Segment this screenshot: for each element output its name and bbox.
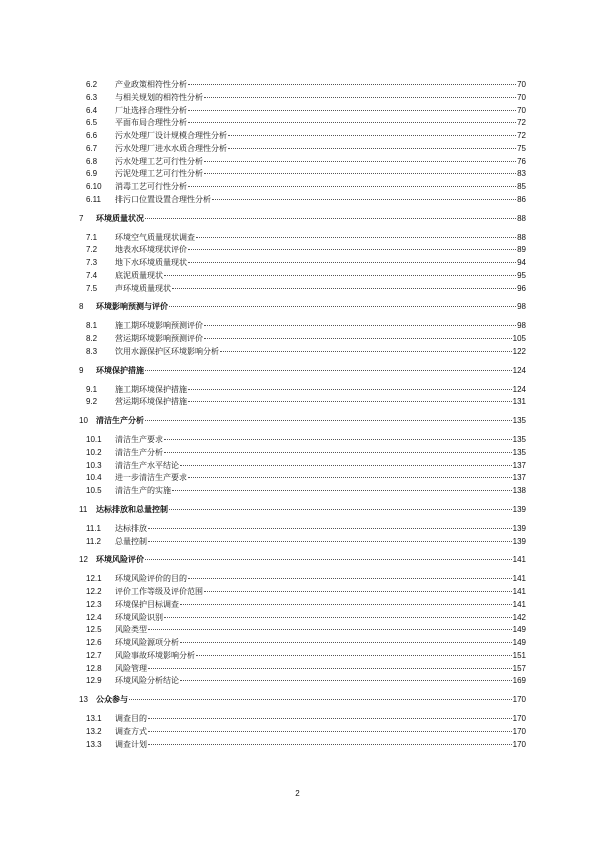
toc-entry-line: [115, 663, 526, 676]
toc-entry-title: 总量控制: [115, 536, 147, 546]
toc-entry-number: 12.4: [86, 612, 102, 622]
toc-section-entry[interactable]: [0, 536, 595, 549]
toc-entry-number: 13: [79, 695, 88, 704]
toc-entry-number: 6.4: [86, 105, 98, 115]
toc-entry-line: [115, 675, 526, 688]
toc-entry-page: 151: [512, 650, 526, 660]
dot-leader: [188, 577, 512, 579]
toc-entry-number: 11: [79, 504, 88, 514]
toc-entry-line: [115, 270, 526, 283]
toc-entry-line: [115, 434, 526, 447]
toc-entry-number: 10.3: [86, 460, 102, 470]
toc-entry-page: 89: [517, 245, 526, 255]
toc-section-entry[interactable]: [0, 333, 595, 346]
toc-entry-number: 10.2: [86, 447, 102, 457]
toc-entry-line: [115, 92, 526, 105]
toc-entry-line: [115, 105, 526, 118]
toc-entry-page: 141: [512, 555, 526, 565]
toc-entry-line: [115, 523, 526, 536]
dot-leader: [145, 558, 512, 560]
toc-entry-number: 12.5: [86, 625, 102, 635]
dot-leader: [148, 527, 512, 529]
toc-entry-number: 7.2: [86, 245, 98, 255]
dot-leader: [204, 590, 512, 592]
toc-entry-page: 131: [512, 397, 526, 407]
dot-leader: [172, 489, 512, 491]
toc-section-entry[interactable]: [0, 130, 595, 143]
dot-leader: [145, 419, 512, 421]
toc-entry-line: [115, 320, 526, 333]
toc-entry-page: 76: [517, 156, 526, 166]
toc-entry-page: 170: [512, 695, 526, 704]
toc-entry-page: 149: [512, 638, 526, 647]
toc-section-entry[interactable]: [0, 320, 595, 333]
toc-entry-page: 137: [512, 473, 526, 483]
dot-leader: [188, 185, 516, 187]
toc-section-entry[interactable]: [0, 244, 595, 257]
toc-entry-line: [96, 365, 526, 378]
toc-entry-line: [115, 168, 526, 181]
toc-entry-page: 135: [512, 447, 526, 457]
toc-entry-number: 9.2: [86, 397, 98, 407]
toc-section-entry[interactable]: [0, 105, 595, 118]
dot-leader: [164, 451, 512, 453]
toc-entry-line: [115, 485, 526, 498]
toc-section-entry[interactable]: [0, 599, 595, 612]
toc-entry-number: 10: [79, 416, 88, 425]
toc-entry-number: 9: [79, 365, 84, 375]
toc-entry-number: 6.8: [86, 156, 98, 166]
dot-leader: [180, 679, 512, 681]
toc-entry-page: 139: [512, 536, 526, 546]
dot-leader: [180, 464, 512, 466]
toc-section-entry[interactable]: [0, 586, 595, 599]
toc-entry-line: [96, 504, 526, 517]
toc-entry-title: 地表水环境现状评价: [115, 245, 187, 255]
toc-entry-page: 170: [512, 739, 526, 749]
toc-entry-page: 149: [512, 625, 526, 635]
toc-section-entry[interactable]: [0, 143, 595, 156]
toc-entry-page: 88: [517, 232, 526, 242]
toc-entry-line: [115, 117, 526, 130]
dot-leader: [148, 667, 512, 669]
toc-entry-line: [115, 257, 526, 270]
dot-leader: [145, 217, 516, 219]
toc-entry-title: 与相关规划的相符性分析: [115, 92, 203, 102]
dot-leader: [148, 743, 512, 745]
dot-leader: [188, 261, 516, 263]
toc-section-entry[interactable]: [0, 460, 595, 473]
toc-entry-number: 10.5: [86, 486, 102, 495]
toc-entry-title: 排污口位置设置合理性分析: [115, 194, 211, 204]
toc-section-entry[interactable]: [0, 270, 595, 283]
toc-entry-line: [115, 130, 526, 143]
toc-entry-title: 调查计划: [115, 739, 147, 749]
toc-entry-number: 6.3: [86, 92, 98, 102]
toc-section-entry[interactable]: [0, 384, 595, 397]
dot-leader: [204, 160, 516, 162]
toc-chapter-entry[interactable]: [0, 365, 595, 378]
toc-entry-number: 6.10: [86, 182, 102, 191]
dot-leader: [145, 369, 512, 371]
toc-section-entry[interactable]: [0, 624, 595, 637]
toc-entry-title: 营运期环境保护措施: [115, 397, 187, 407]
toc-entry-line: [96, 415, 526, 428]
toc-entry-title: 环境保护措施: [96, 365, 144, 375]
dot-leader: [188, 400, 512, 402]
toc-entry-title: 声环境质量现状: [115, 283, 171, 293]
toc-entry-number: 13.3: [86, 739, 102, 749]
toc-entry-page: 122: [512, 346, 526, 356]
toc-entry-page: 88: [517, 213, 526, 223]
toc-entry-page: 141: [512, 599, 526, 609]
toc-entry-page: 75: [517, 143, 526, 153]
toc-section-entry[interactable]: [0, 257, 595, 270]
toc-entry-title: 清洁生产要求: [115, 435, 163, 444]
toc-entry-title: 环境空气质量现状调查: [115, 232, 195, 242]
toc-entry-number: 12.1: [86, 574, 102, 584]
toc-section-entry[interactable]: [0, 346, 595, 359]
toc-entry-number: 13.2: [86, 726, 102, 736]
toc-section-entry[interactable]: [0, 194, 595, 207]
toc-entry-title: 达标排放: [115, 523, 147, 533]
toc-entry-number: 12.9: [86, 676, 102, 686]
dot-leader: [204, 96, 516, 98]
toc-entry-line: [115, 472, 526, 485]
toc-entry-title: 底泥质量现状: [115, 270, 163, 280]
toc-section-entry[interactable]: [0, 79, 595, 92]
dot-leader: [129, 698, 512, 700]
toc-entry-title: 调查目的: [115, 714, 147, 723]
toc-entry-line: [115, 739, 526, 752]
toc-entry-line: [115, 637, 526, 650]
toc-section-entry[interactable]: [0, 713, 595, 726]
toc-entry-page: 124: [512, 365, 526, 375]
toc-section-entry[interactable]: [0, 396, 595, 409]
toc-entry-title: 进一步清洁生产要求: [115, 473, 187, 483]
toc-entry-title: 消毒工艺可行性分析: [115, 182, 187, 191]
toc-entry-page: 96: [517, 283, 526, 293]
toc-entry-page: 94: [517, 258, 526, 267]
dot-leader: [148, 628, 512, 630]
dot-leader: [204, 324, 516, 326]
toc-section-entry[interactable]: [0, 181, 595, 194]
toc-entry-title: 风险事故环境影响分析: [115, 650, 195, 660]
toc-entry-number: 10.1: [86, 435, 102, 444]
toc-section-entry[interactable]: [0, 612, 595, 625]
toc-entry-page: 83: [517, 169, 526, 179]
dot-leader: [212, 198, 516, 200]
page-number: 2: [295, 789, 300, 798]
toc-entry-number: 6.11: [86, 194, 101, 204]
toc-entry-page: 98: [517, 321, 526, 331]
toc-entry-number: 11.1: [86, 523, 101, 533]
toc-entry-number: 9.1: [86, 384, 98, 394]
toc-entry-title: 清洁生产的实施: [115, 486, 171, 495]
toc-entry-title: 营运期环境影响预测评价: [115, 334, 203, 343]
toc-section-entry[interactable]: [0, 472, 595, 485]
toc-entry-number: 7: [79, 213, 84, 223]
toc-section-entry[interactable]: [0, 573, 595, 586]
toc-section-entry[interactable]: [0, 675, 595, 688]
toc-entry-line: [115, 650, 526, 663]
toc-entry-title: 清洁生产分析: [115, 447, 163, 457]
toc-entry-number: 8.2: [86, 334, 98, 343]
toc-entry-page: 70: [517, 80, 526, 89]
toc-entry-line: [115, 612, 526, 625]
toc-entry-line: [115, 586, 526, 599]
toc-entry-number: 11.2: [86, 536, 101, 546]
toc-entry-title: 风险类型: [115, 625, 147, 635]
toc-entry-title: 污水处理工艺可行性分析: [115, 156, 203, 166]
toc-entry-title: 环境影响预测与评价: [96, 302, 168, 312]
dot-leader: [220, 350, 512, 352]
dot-leader: [169, 305, 516, 307]
toc-entry-line: [115, 599, 526, 612]
toc-section-entry[interactable]: [0, 434, 595, 447]
toc-section-entry[interactable]: [0, 739, 595, 752]
toc-entry-number: 13.1: [86, 714, 102, 723]
toc-entry-page: 105: [512, 334, 526, 343]
toc-chapter-entry[interactable]: [0, 301, 595, 314]
toc-entry-title: 施工期环境保护措施: [115, 384, 187, 394]
toc-section-entry[interactable]: [0, 485, 595, 498]
toc-entry-line: [115, 346, 526, 359]
toc-entry-title: 环境风险分析结论: [115, 676, 179, 686]
toc-entry-title: 公众参与: [96, 695, 128, 704]
toc-entry-number: 7.4: [86, 270, 98, 280]
toc-entry-number: 6.9: [86, 169, 98, 179]
dot-leader: [228, 147, 516, 149]
toc-entry-line: [115, 333, 526, 346]
toc-entry-title: 环境保护目标调查: [115, 599, 179, 609]
toc-entry-number: 10.4: [86, 473, 102, 483]
toc-section-entry[interactable]: [0, 637, 595, 650]
toc-entry-number: 8: [79, 302, 84, 312]
toc-entry-title: 达标排放和总量控制: [96, 504, 168, 514]
toc-entry-page: 72: [517, 131, 526, 140]
dot-leader: [188, 83, 516, 85]
toc-entry-line: [115, 726, 526, 739]
toc-entry-title: 调查方式: [115, 726, 147, 736]
toc-entry-page: 70: [517, 92, 526, 102]
toc-entry-title: 饮用水源保护区环境影响分析: [115, 346, 219, 356]
dot-leader: [188, 121, 516, 123]
toc-section-entry[interactable]: [0, 726, 595, 739]
toc-entry-number: 12: [79, 555, 88, 565]
dot-leader: [228, 134, 516, 136]
toc-entry-title: 环境质量状况: [96, 213, 144, 223]
toc-section-entry[interactable]: [0, 283, 595, 296]
toc-entry-page: 139: [512, 504, 526, 514]
toc-entry-page: 124: [512, 384, 526, 394]
toc-entry-page: 86: [517, 194, 526, 204]
dot-leader: [172, 287, 516, 289]
toc-section-entry[interactable]: [0, 168, 595, 181]
toc-entry-line: [115, 194, 526, 207]
toc-entry-page: 170: [512, 714, 526, 723]
dot-leader: [196, 236, 516, 238]
toc-entry-title: 清洁生产分析: [96, 416, 144, 425]
toc-entry-line: [115, 384, 526, 397]
toc-entry-page: 135: [512, 416, 526, 425]
toc-entry-number: 8.3: [86, 346, 98, 356]
dot-leader: [148, 717, 512, 719]
toc-entry-page: 135: [512, 435, 526, 444]
toc-entry-page: 142: [512, 612, 526, 622]
dot-leader: [180, 603, 512, 605]
toc-chapter-entry[interactable]: [0, 213, 595, 226]
toc-entry-page: 169: [512, 676, 526, 686]
toc-entry-title: 污泥处理工艺可行性分析: [115, 169, 203, 179]
toc-entry-number: 6.2: [86, 80, 98, 89]
dot-leader: [196, 654, 512, 656]
toc-chapter-entry[interactable]: [0, 554, 595, 567]
toc-entry-title: 清洁生产水平结论: [115, 460, 179, 470]
toc-entry-title: 施工期环境影响预测评价: [115, 321, 203, 331]
toc-entry-number: 12.8: [86, 663, 102, 673]
toc-entry-page: 139: [512, 523, 526, 533]
toc-entry-line: [96, 301, 526, 314]
dot-leader: [164, 274, 516, 276]
dot-leader: [148, 730, 512, 732]
toc-entry-page: 170: [512, 726, 526, 736]
toc-chapter-entry[interactable]: [0, 694, 595, 707]
toc-entry-line: [115, 156, 526, 169]
dot-leader: [148, 540, 512, 542]
toc-entry-number: 7.1: [86, 232, 98, 242]
toc-section-entry[interactable]: [0, 156, 595, 169]
toc-entry-number: 12.2: [86, 587, 102, 596]
dot-leader: [169, 508, 512, 510]
toc-entry-line: [115, 573, 526, 586]
toc-entry-title: 环境风险源项分析: [115, 638, 179, 647]
toc-entry-line: [115, 447, 526, 460]
toc-entry-page: 141: [512, 574, 526, 584]
dot-leader: [204, 337, 512, 339]
toc-chapter-entry[interactable]: [0, 415, 595, 428]
toc-section-entry[interactable]: [0, 447, 595, 460]
toc-entry-page: 95: [517, 270, 526, 280]
toc-entry-title: 环境风险识别: [115, 612, 163, 622]
dot-leader: [188, 476, 512, 478]
dot-leader: [180, 641, 512, 643]
toc-entry-title: 评价工作等级及评价范围: [115, 587, 203, 596]
toc-entry-page: 141: [512, 587, 526, 596]
toc-entry-number: 7.3: [86, 258, 98, 267]
toc-entry-title: 环境风险评价: [96, 555, 144, 565]
toc-entry-line: [115, 713, 526, 726]
toc-entry-number: 12.6: [86, 638, 102, 647]
toc-entry-line: [115, 79, 526, 92]
toc-section-entry[interactable]: [0, 117, 595, 130]
toc-entry-page: 98: [517, 302, 526, 312]
toc-entry-title: 污水处理厂进水水质合理性分析: [115, 143, 227, 153]
toc-entry-title: 污水处理厂设计规模合理性分析: [115, 131, 227, 140]
toc-entry-page: 137: [512, 460, 526, 470]
toc-entry-title: 环境风险评价的目的: [115, 574, 187, 584]
dot-leader: [164, 438, 512, 440]
toc-entry-number: 12.3: [86, 599, 102, 609]
toc-entry-title: 风险管理: [115, 663, 147, 673]
toc-entry-line: [115, 244, 526, 257]
toc-entry-number: 6.5: [86, 118, 98, 128]
toc-section-entry[interactable]: [0, 92, 595, 105]
toc-entry-page: 157: [512, 663, 526, 673]
dot-leader: [164, 616, 512, 618]
toc-entry-number: 6.7: [86, 143, 98, 153]
toc-entry-page: 85: [517, 182, 526, 191]
toc-entry-line: [115, 283, 526, 296]
toc-section-entry[interactable]: [0, 650, 595, 663]
toc-section-entry[interactable]: [0, 523, 595, 536]
toc-entry-line: [115, 624, 526, 637]
toc-entry-page: 138: [512, 486, 526, 495]
toc-entry-line: [96, 554, 526, 567]
toc-entry-line: [96, 694, 526, 707]
toc-entry-page: 72: [517, 118, 526, 128]
toc-entry-line: [115, 460, 526, 473]
toc-entry-title: 地下水环境质量现状: [115, 258, 187, 267]
dot-leader: [204, 172, 516, 174]
toc-entry-number: 7.5: [86, 283, 98, 293]
toc-entry-line: [115, 181, 526, 194]
dot-leader: [188, 388, 512, 390]
toc-entry-title: 平面布局合理性分析: [115, 118, 187, 128]
toc-entry-title: 产业政策相符性分析: [115, 80, 187, 89]
toc-section-entry[interactable]: [0, 663, 595, 676]
toc-entry-line: [115, 536, 526, 549]
toc-entry-number: 12.7: [86, 650, 102, 660]
toc-entry-number: 6.6: [86, 131, 98, 140]
toc-section-entry[interactable]: [0, 232, 595, 245]
toc-entry-page: 70: [517, 105, 526, 115]
toc-entry-line: [115, 232, 526, 245]
toc-entry-title: 厂址选择合理性分析: [115, 105, 187, 115]
dot-leader: [188, 248, 516, 250]
toc-entry-number: 8.1: [86, 321, 98, 331]
toc-chapter-entry[interactable]: [0, 504, 595, 517]
toc-entry-line: [115, 396, 526, 409]
dot-leader: [188, 109, 516, 111]
toc-entry-line: [115, 143, 526, 156]
toc-entry-line: [96, 213, 526, 226]
